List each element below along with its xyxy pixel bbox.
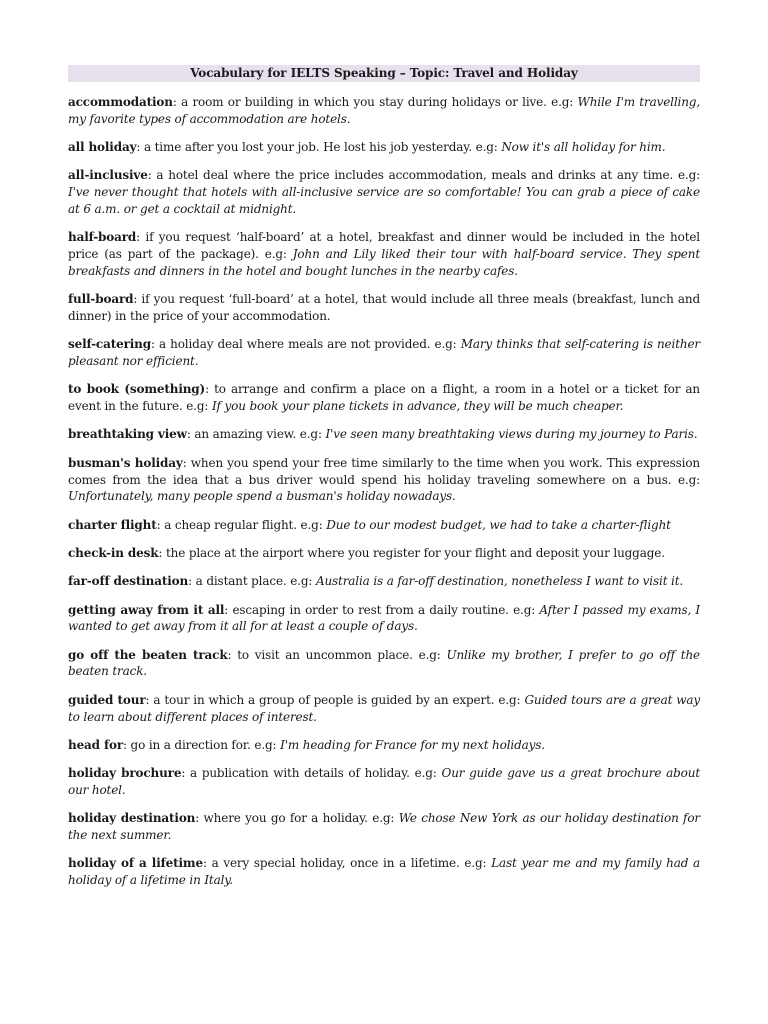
entry-definition: : a time after you lost your job. He lost his job yesterday. e.g: xyxy=(136,140,502,155)
entry-term: full-board xyxy=(68,292,134,307)
entry-definition: : to visit an uncommon place. e.g: xyxy=(227,647,447,662)
entry-example: We chose New York as our holiday destination for the next summer. xyxy=(68,811,700,842)
entry-example: Australia is a far-off destination, nonetheless I want to visit it. xyxy=(315,574,684,589)
entry-example: If you book your plane tickets in advance, they will be much cheaper. xyxy=(211,399,624,414)
vocabulary-entry xyxy=(68,602,700,636)
entry-term: holiday brochure xyxy=(68,766,182,781)
entry-definition: : a hotel deal where the price includes accommodation, meals and drinks at any time. e.g: xyxy=(147,168,700,183)
entry-definition: : if you request ‘full-board’ at a hotel, that would include all three meals (breakfast, lunch and dinner) in the price of your accommodation. xyxy=(68,292,700,323)
vocabulary-entry xyxy=(68,737,700,754)
entry-definition: : a tour in which a group of people is guided by an expert. e.g: xyxy=(145,692,525,707)
entry-term: busman's holiday xyxy=(68,455,183,470)
entry-example: I've seen many breathtaking views during my journey to Paris. xyxy=(325,427,698,442)
vocabulary-entry xyxy=(68,517,700,534)
entry-example: Guided tours are a great way to learn about different places of interest. xyxy=(68,692,700,724)
entry-example: Now it's all holiday for him. xyxy=(501,140,666,155)
vocabulary-entry xyxy=(68,647,700,681)
vocabulary-entry xyxy=(68,229,700,279)
entry-term: getting away from it all xyxy=(68,602,225,617)
entry-definition: : when you spend your free time similarly to the time when you work. This expression comes from the idea that a bus driver would spend his holiday traveling somewhere on a bus. e.g: xyxy=(68,455,700,487)
entry-example: Unfortunately, many people spend a busman's holiday nowadays. xyxy=(68,489,456,504)
vocabulary-entry xyxy=(68,336,700,370)
vocabulary-list xyxy=(68,94,700,889)
entry-term: guided tour xyxy=(68,692,146,707)
entry-term: far-off destination xyxy=(68,574,189,589)
entry-definition: : go in a direction for. e.g: xyxy=(123,737,281,752)
entry-term: holiday of a lifetime xyxy=(68,856,203,871)
entry-definition: : a cheap regular flight. e.g: xyxy=(156,517,327,532)
entry-definition: : if you request ‘half-board’ at a hotel, breakfast and dinner would be included in the hotel price (as part of the package). e.g: xyxy=(68,230,700,262)
document-page xyxy=(68,65,700,900)
entry-term: check-in desk xyxy=(68,545,159,560)
entry-example: After I passed my exams, I wanted to get away from it all for at least a couple of days. xyxy=(68,602,700,634)
entry-term: breathtaking view xyxy=(68,427,187,442)
entry-definition: : escaping in order to rest from a daily routine. e.g: xyxy=(224,602,540,617)
vocabulary-entry xyxy=(68,167,700,217)
entry-term: half-board xyxy=(68,230,137,245)
entry-definition: : the place at the airport where you register for your flight and deposit your luggage. xyxy=(158,545,665,560)
entry-definition: : a very special holiday, once in a lifetime. e.g: xyxy=(202,856,492,871)
vocabulary-entry xyxy=(68,139,700,156)
vocabulary-entry xyxy=(68,765,700,799)
vocabulary-entry xyxy=(68,94,700,128)
entry-term: all holiday xyxy=(68,140,137,155)
entry-term: accommodation xyxy=(68,95,173,109)
entry-example: John and Lily liked their tour with half-board service. They spent breakfasts and dinners in the hotel and bought lunches in the nearby cafes. xyxy=(68,247,700,278)
document-title: Vocabulary for IELTS Speaking – Topic: Travel and Holiday xyxy=(68,65,700,82)
vocabulary-entry xyxy=(68,381,700,415)
entry-term: charter flight xyxy=(68,517,157,532)
vocabulary-entry xyxy=(68,573,700,590)
entry-example: Unlike my brother, I prefer to go off the beaten track. xyxy=(68,647,700,679)
vocabulary-entry xyxy=(68,455,700,505)
entry-example: Due to our modest budget, we had to take a charter-flight xyxy=(326,517,671,532)
vocabulary-entry xyxy=(68,545,700,562)
entry-example: While I'm travelling, my favorite types of accommodation are hotels. xyxy=(68,95,700,126)
entry-example: I've never thought that hotels with all-inclusive service are so comfortable! You can grab a piece of cake at 6 a.m. or get a cocktail at midnight. xyxy=(68,185,700,216)
vocabulary-entry xyxy=(68,426,700,443)
entry-term: all-inclusive xyxy=(68,168,148,183)
entry-definition: : a holiday deal where meals are not provided. e.g: xyxy=(150,337,461,352)
entry-term: to book (something) xyxy=(68,382,206,397)
entry-definition: : a room or building in which you stay during holidays or live. e.g: xyxy=(172,95,578,109)
entry-example: I'm heading for France for my next holidays. xyxy=(280,737,545,752)
entry-example: Last year me and my family had a holiday of a lifetime in Italy. xyxy=(68,856,700,888)
vocabulary-entry xyxy=(68,291,700,325)
entry-definition: : to arrange and confirm a place on a flight, a room in a hotel or a ticket for an event in the future. e.g: xyxy=(68,382,701,414)
entry-definition: : an amazing view. e.g: xyxy=(186,427,326,442)
entry-term: head for xyxy=(68,737,123,752)
entry-term: self-catering xyxy=(68,337,151,352)
entry-term: go off the beaten track xyxy=(68,647,228,662)
vocabulary-entry xyxy=(68,692,700,726)
entry-definition: : a publication with details of holiday. e.g: xyxy=(181,766,442,781)
vocabulary-entry xyxy=(68,855,700,889)
entry-example: Our guide gave us a great brochure about our hotel. xyxy=(68,766,700,797)
entry-definition: : a distant place. e.g: xyxy=(188,574,316,589)
entry-example: Mary thinks that self-catering is neither pleasant nor efficient. xyxy=(68,337,700,369)
entry-definition: : where you go for a holiday. e.g: xyxy=(195,811,399,826)
vocabulary-entry xyxy=(68,810,700,844)
entry-term: holiday destination xyxy=(68,811,196,826)
